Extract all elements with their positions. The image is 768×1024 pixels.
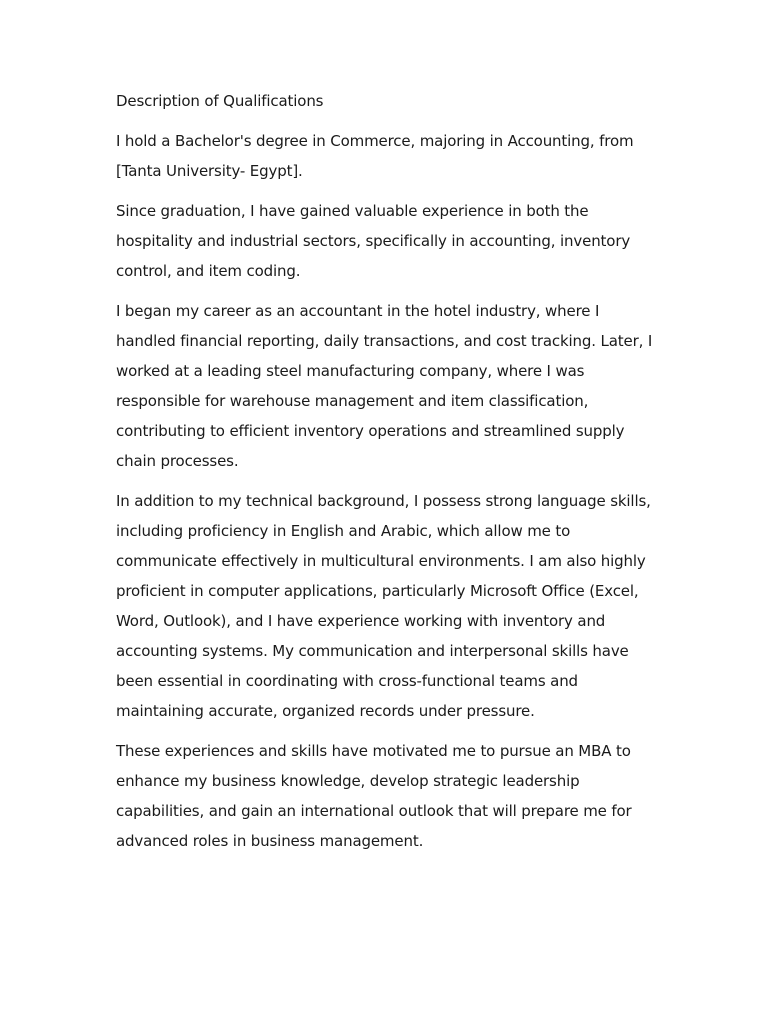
paragraph-education: I hold a Bachelor's degree in Commerce, majoring in Accounting, from [Tanta University- Egypt]. bbox=[116, 132, 634, 180]
paragraph-experience-summary: Since graduation, I have gained valuable experience in both the hospitality and industrial sectors, specifically in accounting, inventory control, and item coding. bbox=[116, 202, 631, 280]
paragraph-motivation: These experiences and skills have motivated me to pursue an MBA to enhance my business knowledge, develop strategic leadership capabilities, and gain an international outlook that will prepare me for advanced roles in business management. bbox=[116, 742, 632, 850]
document-body bbox=[116, 86, 661, 856]
paragraph-career-history: I began my career as an accountant in the hotel industry, where I handled financial reporting, daily transactions, and cost tracking. Later, I worked at a leading steel manufacturing company, where I was responsible for warehouse management and item classification, contributing to efficient inventory operations and streamlined supply chain processes. bbox=[116, 302, 653, 470]
paragraph-skills: In addition to my technical background, I possess strong language skills, including proficiency in English and Arabic, which allow me to communicate effectively in multicultural environments. I am also highly proficient in computer applications, particularly Microsoft Office (Excel, Word, Outlook), and I have experience working with inventory and accounting systems. My communication and interpersonal skills have been essential in coordinating with cross-functional teams and maintaining accurate, organized records under pressure. bbox=[116, 492, 651, 720]
document-title: Description of Qualifications bbox=[116, 92, 324, 110]
